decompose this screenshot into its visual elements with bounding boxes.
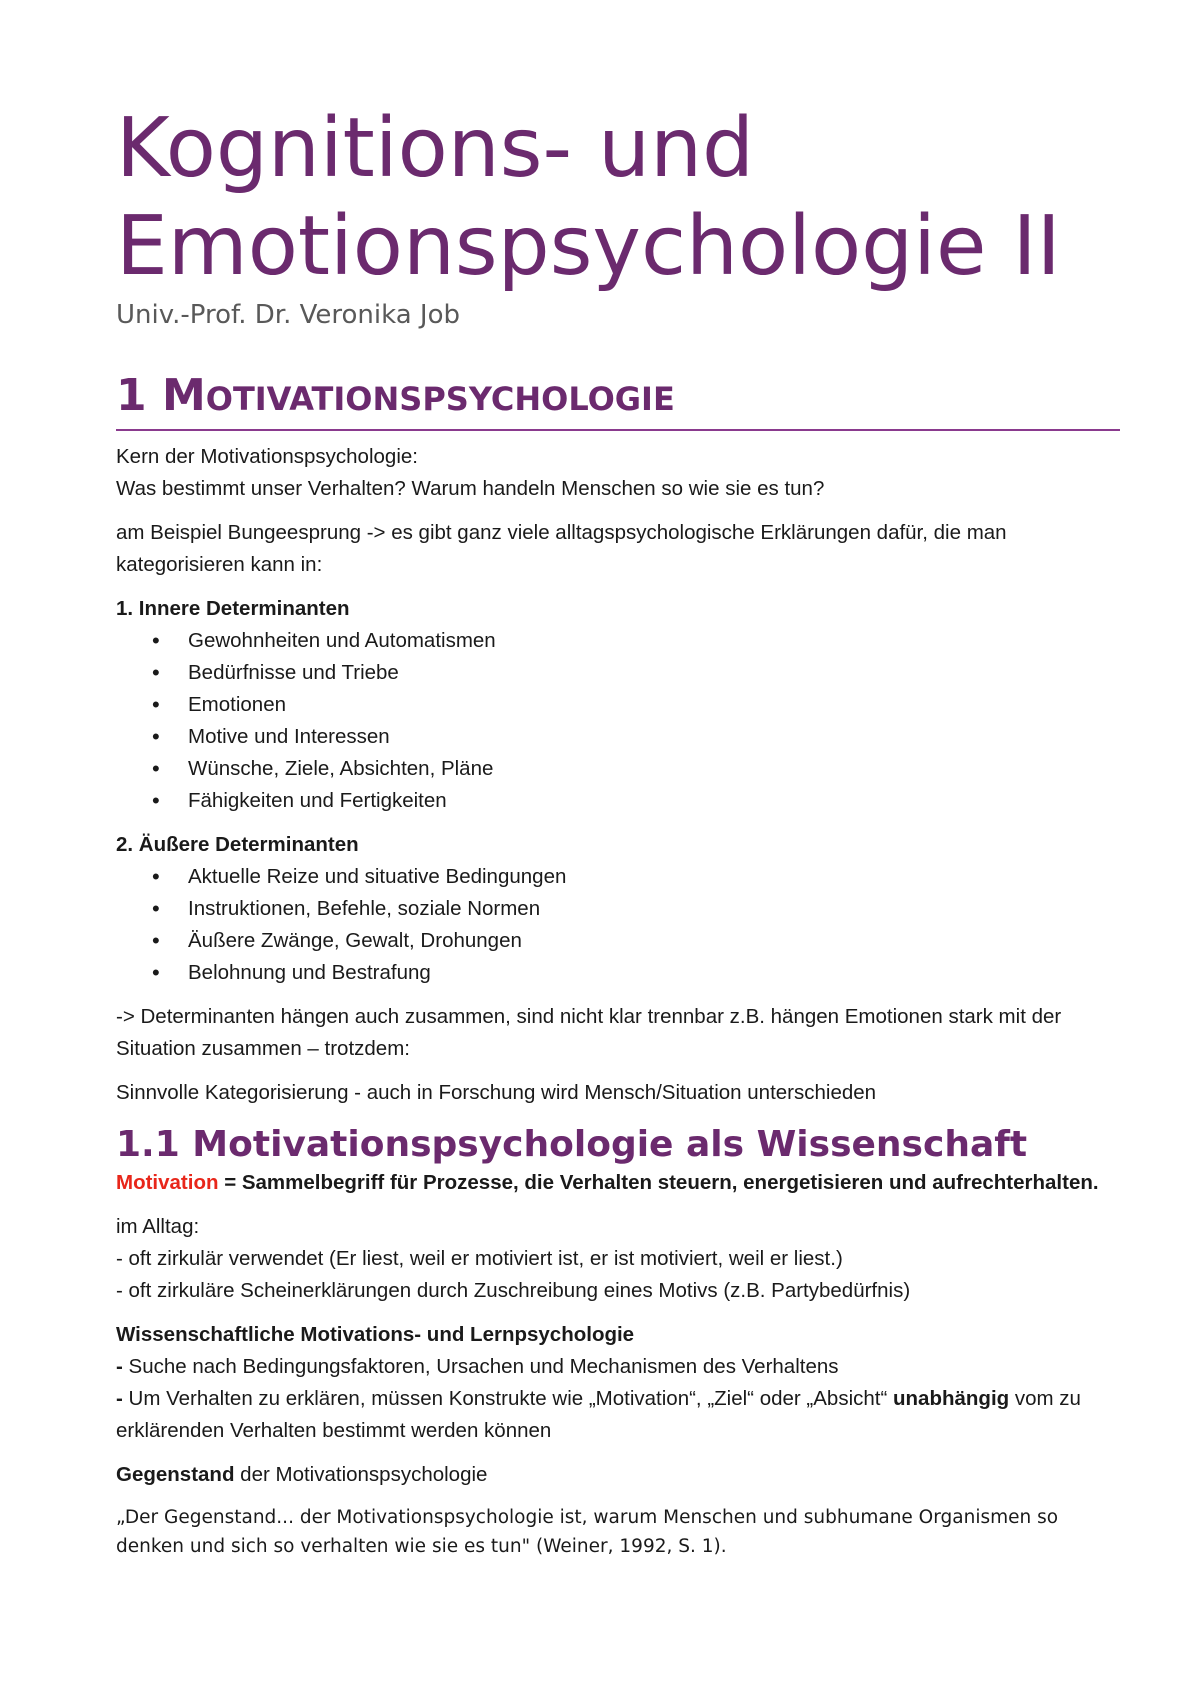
list-item: • Aktuelle Reize und situative Bedingungen	[188, 861, 1126, 893]
motivation-term: Motivation	[116, 1171, 219, 1194]
title-line-2: Emotionspsychologie II	[116, 199, 1061, 294]
categorization-paragraph: Sinnvolle Kategorisierung - auch in Forschung wird Mensch/Situation unterschieden	[116, 1081, 877, 1104]
intro-line-1: Kern der Motivationspsychologie:	[116, 445, 418, 468]
wiss-point-1	[116, 1351, 1126, 1383]
alltag-point-2: - oft zirkuläre Scheinerklärungen durch Zuschreibung eines Motivs (z.B. Partybedürfnis)	[116, 1279, 911, 1302]
example-paragraph: am Beispiel Bungeesprung -> es gibt ganz viele alltagspsychologische Erklärungen dafür, die man kategorisieren kann in:	[116, 521, 1007, 576]
section-title-initial: M	[161, 370, 206, 421]
section-heading-1	[116, 370, 1120, 431]
list-item: • Emotionen	[188, 689, 1126, 721]
inner-determinants-heading: 1. Innere Determinanten	[116, 597, 350, 620]
document-content	[116, 100, 1126, 1561]
intro-line-2: Was bestimmt unser Verhalten? Warum handeln Menschen so wie sie es tun?	[116, 477, 825, 500]
outer-determinants-heading: 2. Äußere Determinanten	[116, 833, 359, 856]
weiner-quote: „Der Gegenstand... der Motivationspsychologie ist, warum Menschen und subhumane Organismen so denken und sich so verhalten wie sie es tun" (Weiner, 1992, S. 1).	[116, 1507, 1059, 1557]
motivation-definition-text: = Sammelbegriff für Prozesse, die Verhalten steuern, energetisieren und aufrechterhalten.	[218, 1171, 1099, 1194]
document-subtitle: Univ.-Prof. Dr. Veronika Job	[116, 300, 461, 330]
alltag-point-1: - oft zirkulär verwendet (Er liest, weil er motiviert ist, er ist motiviert, weil er liest.)	[116, 1247, 843, 1270]
wiss-point-2-text-a: Um Verhalten zu erklären, müssen Konstrukte wie „Motivation“, „Ziel“ oder „Absicht“	[128, 1387, 894, 1410]
list-item: • Fähigkeiten und Fertigkeiten	[188, 785, 1126, 817]
gegenstand-heading	[116, 1459, 1126, 1491]
inner-determinants-list	[116, 625, 1126, 817]
outer-determinants-list	[116, 861, 1126, 989]
wiss-heading: Wissenschaftliche Motivations- und Lernpsychologie	[116, 1323, 635, 1346]
list-item: • Bedürfnisse und Triebe	[188, 657, 1126, 689]
wiss-point-2-text-b: vom zu erklärenden Verhalten bestimmt werden können	[116, 1387, 1081, 1442]
dash: -	[116, 1355, 129, 1378]
wiss-point-2	[116, 1383, 1126, 1447]
gegenstand-rest: der Motivationspsychologie	[234, 1463, 488, 1486]
list-item: • Wünsche, Ziele, Absichten, Pläne	[188, 753, 1126, 785]
wiss-point-1-text: Suche nach Bedingungsfaktoren, Ursachen und Mechanismen des Verhaltens	[128, 1355, 839, 1378]
determinants-note: -> Determinanten hängen auch zusammen, sind nicht klar trennbar z.B. hängen Emotionen stark mit der Situation zusammen – trotzdem:	[116, 1005, 1062, 1060]
wiss-point-2-emphasis: unabhängig	[893, 1387, 1010, 1410]
motivation-definition	[116, 1167, 1126, 1199]
section-heading-1-1: 1.1 Motivationspsychologie als Wissenschaft	[116, 1124, 1028, 1165]
list-item: • Motive und Interessen	[188, 721, 1126, 753]
document-title	[116, 100, 1126, 296]
alltag-heading: im Alltag:	[116, 1215, 200, 1238]
list-item: • Gewohnheiten und Automatismen	[188, 625, 1126, 657]
list-item: • Äußere Zwänge, Gewalt, Drohungen	[188, 925, 1126, 957]
list-item: • Belohnung und Bestrafung	[188, 957, 1126, 989]
section-number: 1	[116, 370, 162, 421]
list-item: • Instruktionen, Befehle, soziale Normen	[188, 893, 1126, 925]
gegenstand-bold: Gegenstand	[116, 1463, 235, 1486]
title-line-1: Kognitions- und	[116, 101, 755, 196]
section-title-rest: OTIVATIONSPSYCHOLOGIE	[205, 380, 675, 418]
dash: -	[116, 1387, 129, 1410]
